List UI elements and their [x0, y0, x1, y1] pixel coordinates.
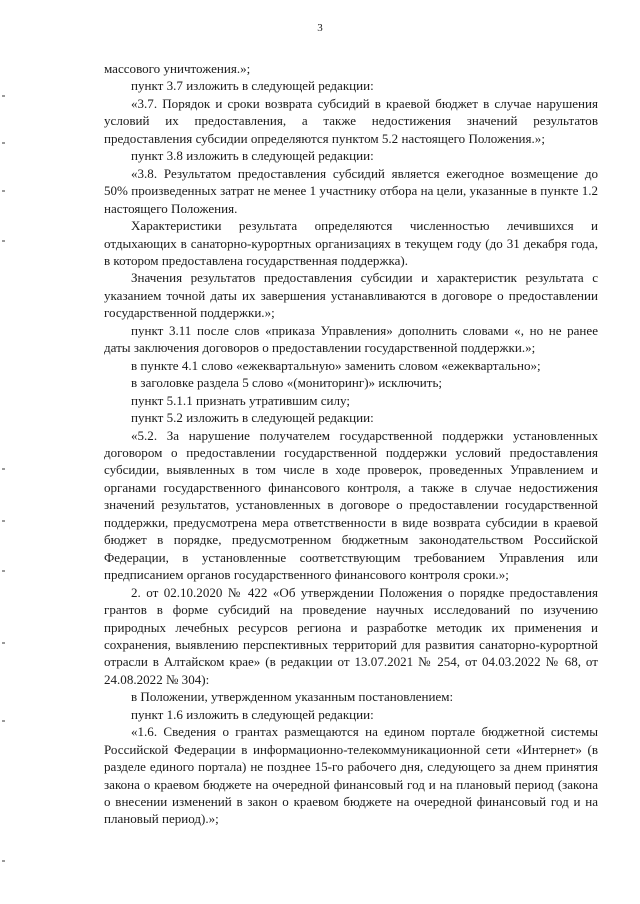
paragraph-item-5-2-intro: пункт 5.2 изложить в следующей редакции:: [131, 410, 374, 426]
paragraph-decree-422: 2. от 02.10.2020 № 422 «Об утверждении Положения о порядке предоставления грантов в форме субсидий на проведение научных исследований по изучению природных лечебных ресурсов региона и разработке методик их применения и сохранения, выявлению перспективных территорий для развития санаторно-курортной отрасли в Алтайском крае» (в редакции от 13.07.2021 № 254, от 04.03.2022 № 68, от 24.08.2022 № 304):: [104, 584, 598, 687]
paragraph-item-3-8-text: «3.8. Результатом предоставления субсидий является ежегодное возмещение до 50% произведенных затрат не менее 1 участнику отбора на цели, указанные в пункте 1.2 настоящего Положения.: [104, 165, 598, 216]
paragraph-regulation-intro: в Положении, утвержденном указанным постановлением:: [131, 689, 454, 705]
page-number: 3: [317, 22, 323, 34]
paragraph-item-3-7-intro: пункт 3.7 изложить в следующей редакции:: [131, 78, 374, 94]
paragraph-section-5-title: в заголовке раздела 5 слово «(мониторинг)» исключить;: [131, 375, 443, 391]
paragraph-item-3-8-intro: пункт 3.8 изложить в следующей редакции:: [131, 148, 374, 164]
paragraph-item-3-7-text: «3.7. Порядок и сроки возврата субсидий в краевой бюджет в случае нарушения условий их предоставления, а также недостижения значений результатов предоставления субсидии определяются пунктом 5.2 настоящего Положения.»;: [104, 95, 598, 146]
paragraph-item-1-6-intro: пункт 1.6 изложить в следующей редакции:: [131, 706, 374, 722]
document-body: [104, 60, 598, 828]
paragraph-result-values: Значения результатов предоставления субсидии и характеристик результата с указанием точной даты их завершения устанавливаются в договоре о предоставлении государственной поддержки.»;: [104, 270, 598, 321]
paragraph-item-1-6-text: «1.6. Сведения о грантах размещаются на едином портале бюджетной системы Российской Федерации в информационно-телекоммуникационной сети «Интернет» (в разделе единого портала) не позднее 15-го рабочего дня, следующего за днем принятия закона о краевом бюджете на очередной финансовый год и на плановый период (закона о внесении изменений в закон о краевом бюджете на очередной финансовый год и на плановый период).»;: [104, 724, 598, 827]
paragraph-item-5-2-text: «5.2. За нарушение получателем государственной поддержки установленных договором о предоставлении государственной поддержки условий предоставления субсидии, выявленных в том числе в ходе проверок, проведенных Управлением и органами государственного финансового контроля, а также в случае недостижения значений результатов, установленных в договоре о предоставлении государственной поддержки, предусмотрена мера ответственности в виде возврата субсидии в краевой бюджет в порядке, предусмотренном бюджетным законодательством Российской Федерации, в установленные соответствующим требованием Управления или предписанием органов государственного финансового контроля сроки.»;: [104, 427, 598, 583]
paragraph-item-3-11: пункт 3.11 после слов «приказа Управления» дополнить словами «, но не ранее даты заключения договоров о предоставлении государственной поддержки.»;: [104, 322, 598, 356]
paragraph-item-5-1-1: пункт 5.1.1 признать утратившим силу;: [131, 392, 350, 408]
scan-margin-marks: [0, 0, 14, 904]
paragraph-continuation: массового уничтожения.»;: [104, 61, 251, 76]
paragraph-result-characteristics: Характеристики результата определяются численностью лечившихся и отдыхающих в санаторно-курортных организациях в текущем году (до 31 декабря года, в котором предоставлена государственная поддержка).: [104, 218, 598, 268]
paragraph-item-4-1: в пункте 4.1 слово «ежеквартальную» заменить словом «ежеквартально»;: [131, 357, 541, 373]
